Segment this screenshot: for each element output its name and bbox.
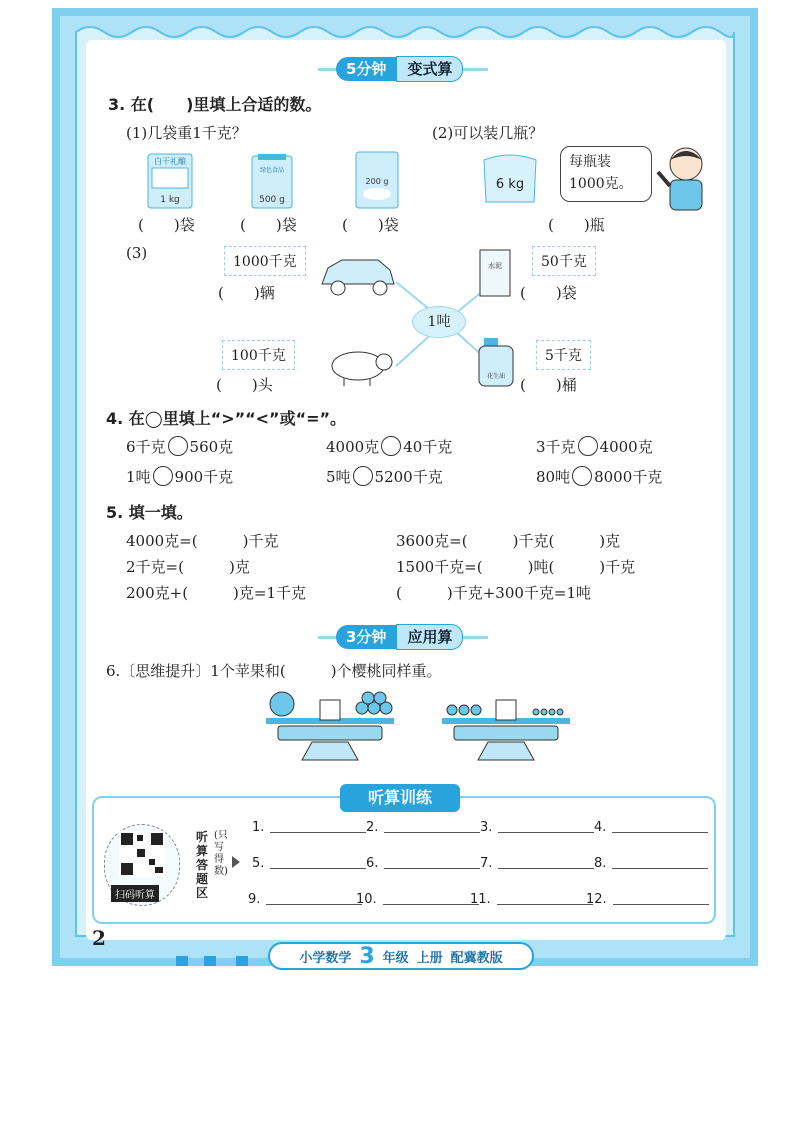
- listen-title: 听算训练: [340, 784, 460, 812]
- weight-oil: 5千克: [536, 340, 591, 370]
- answer-1[interactable]: 1.: [252, 820, 366, 835]
- balance-scale-cherry-icon: [438, 690, 574, 770]
- answer-4[interactable]: 4.: [594, 820, 708, 835]
- cement-bag-icon: [478, 246, 512, 298]
- q5-title: 5. 填一填。: [106, 503, 193, 522]
- answer-2[interactable]: 2.: [366, 820, 480, 835]
- answer-8[interactable]: 8.: [594, 856, 708, 871]
- weight-cement: 50千克: [532, 246, 596, 276]
- footer-subject: 小学数学: [299, 950, 352, 966]
- q4-r2-c3[interactable]: 80吨 8000千克: [536, 468, 663, 486]
- q4-r1-c2[interactable]: 4000克 40千克: [326, 438, 453, 456]
- center-node: 1吨: [412, 306, 466, 338]
- qr-icon: [119, 831, 165, 877]
- svg-text:1 kg: 1 kg: [160, 195, 180, 205]
- bubble-line-2: 1000克。: [569, 176, 633, 192]
- answer-6[interactable]: 6.: [366, 856, 480, 871]
- answer-12[interactable]: 12.: [586, 892, 709, 907]
- time-badge-2: 3分钟: [336, 625, 396, 649]
- car-icon: [318, 254, 398, 298]
- q5-r3-c2[interactable]: ( )千克+300千克=1吨: [396, 584, 592, 602]
- svg-text:500 g: 500 g: [259, 195, 285, 205]
- answer-10[interactable]: 10.: [356, 892, 479, 907]
- arrow-icon: [232, 856, 240, 868]
- answer-area-note: (只写得数): [214, 830, 228, 877]
- footer-grade: 年级: [382, 950, 409, 966]
- footer-mark-1: [176, 956, 188, 966]
- pig-icon: [326, 344, 394, 388]
- footer-edition: 配冀教版: [450, 950, 503, 966]
- footer-mark-3: [236, 956, 248, 966]
- boy-icon: [656, 142, 712, 212]
- section-title-2: 应用算: [396, 624, 463, 650]
- q4-r2-c1[interactable]: 1吨 900千克: [126, 468, 234, 486]
- q6-text: 6.〔思维提升〕1个苹果和( )个樱桃同样重。: [106, 662, 442, 680]
- answer-pig[interactable]: ( )头: [216, 376, 273, 394]
- q5-r2-c1[interactable]: 2千克=( )克: [126, 558, 250, 576]
- qr-code[interactable]: [104, 824, 180, 906]
- q4-r2-c2[interactable]: 5吨 5200千克: [326, 468, 443, 486]
- answer-11[interactable]: 11.: [470, 892, 593, 907]
- q5-r2-c2[interactable]: 1500千克=( )吨( )千克: [396, 558, 636, 576]
- q5-r1-c1[interactable]: 4000克=( )千克: [126, 532, 279, 550]
- answer-bag-3[interactable]: ( )袋: [342, 216, 399, 234]
- q3-sub1: (1)几袋重1千克？: [126, 124, 247, 142]
- q3-sub3: (3): [126, 244, 148, 262]
- q4-title: 4. 在◯里填上“>”“<”或“=”。: [106, 409, 347, 428]
- svg-text:水泥: 水泥: [488, 262, 502, 270]
- page-number: 2: [92, 926, 106, 950]
- svg-text:200 g: 200 g: [365, 177, 389, 186]
- answer-car[interactable]: ( )辆: [218, 284, 275, 302]
- bubble-line-1: 每瓶装: [569, 154, 611, 170]
- footer-label: [268, 942, 534, 970]
- footer-term: 上册: [416, 950, 443, 966]
- answer-7[interactable]: 7.: [480, 856, 594, 871]
- answer-3[interactable]: 3.: [480, 820, 594, 835]
- q4-r1-c1[interactable]: 6千克 560克: [126, 438, 234, 456]
- q3-title: 3. 在( )里填上合适的数。: [108, 95, 322, 114]
- section-title: 变式算: [396, 56, 463, 82]
- answer-9[interactable]: 9.: [248, 892, 362, 907]
- q3-sub2: (2)可以装几瓶？: [432, 124, 544, 142]
- flour-bag-icon: [250, 150, 294, 210]
- section-banner-2: [336, 624, 463, 650]
- time-badge: 5分钟: [336, 57, 396, 81]
- footer-mark-2: [204, 956, 216, 966]
- answer-bag-1[interactable]: ( )袋: [138, 216, 195, 234]
- weight-car: 1000千克: [224, 246, 306, 276]
- svg-text:绿色食品: 绿色食品: [259, 167, 285, 174]
- weight-pig: 100千克: [222, 340, 295, 370]
- svg-text:花生油: 花生油: [486, 373, 506, 380]
- answer-bottles[interactable]: ( )瓶: [548, 216, 605, 234]
- qr-label: 扫码听算: [111, 885, 159, 902]
- answer-5[interactable]: 5.: [252, 856, 366, 871]
- footer-grade-num: 3: [359, 943, 375, 969]
- balance-scale-apple-icon: [262, 690, 398, 770]
- rice-bag-icon: [146, 150, 194, 210]
- answer-cement[interactable]: ( )袋: [520, 284, 577, 302]
- speech-bubble: [560, 146, 652, 202]
- q5-r3-c1[interactable]: 200克+( )克=1千克: [126, 584, 307, 602]
- oil-bucket-icon: [476, 336, 516, 388]
- q4-r1-c3[interactable]: 3千克 4000克: [536, 438, 653, 456]
- svg-text:6 kg: 6 kg: [495, 177, 525, 192]
- answer-bag-2[interactable]: ( )袋: [240, 216, 297, 234]
- section-banner-1: [336, 56, 463, 82]
- answer-area-label: 听算答题区: [196, 830, 209, 900]
- q5-r1-c2[interactable]: 3600克=( )千克( )克: [396, 532, 621, 550]
- answer-oil[interactable]: ( )桶: [520, 376, 577, 394]
- salt-bag-icon: [354, 148, 400, 210]
- svg-text:白干礼酿: 白干礼酿: [154, 157, 186, 166]
- sack-icon: [478, 150, 542, 206]
